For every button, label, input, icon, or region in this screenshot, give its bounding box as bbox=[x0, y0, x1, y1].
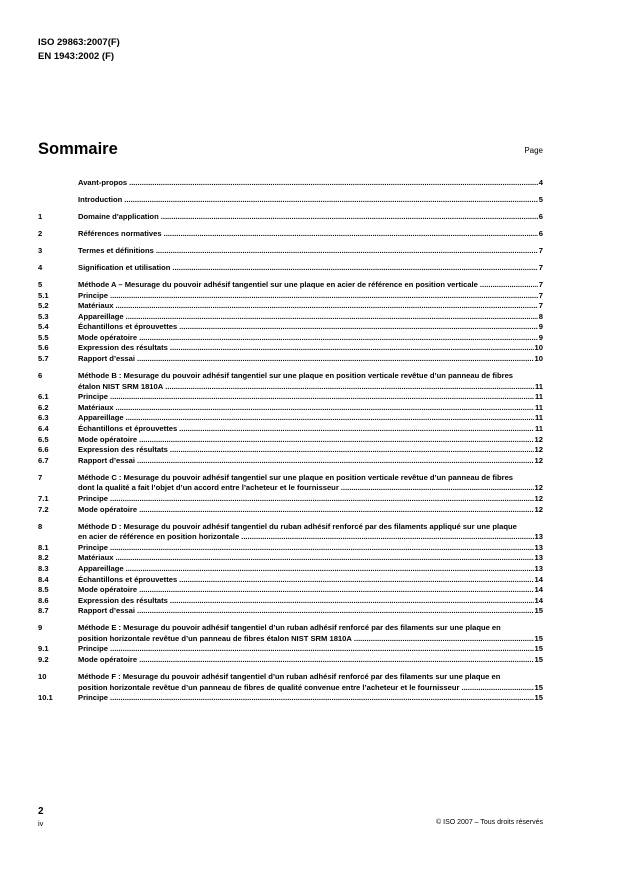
entry-body bbox=[78, 606, 543, 617]
toc-entry[interactable] bbox=[38, 322, 543, 333]
section-number: 8.7 bbox=[38, 606, 49, 616]
section-title[interactable]: Matériaux ..... bbox=[78, 301, 113, 310]
page-ref: 12 bbox=[534, 504, 543, 514]
toc-entry[interactable] bbox=[38, 371, 543, 392]
page-ref: 12 bbox=[534, 493, 543, 503]
copyright-notice: © ISO 2007 – Tous droits réservés bbox=[436, 819, 543, 826]
page-ref: 13 bbox=[534, 553, 543, 563]
page-ref: 10 bbox=[534, 343, 543, 353]
page-title: Sommaire bbox=[38, 140, 118, 158]
toc-entry[interactable] bbox=[38, 229, 543, 240]
section-number: 6.5 bbox=[38, 434, 49, 444]
page-ref: 12 bbox=[534, 483, 543, 493]
section-title[interactable]: Mode opératoire ..... bbox=[78, 505, 137, 514]
section-title[interactable]: Méthode E : Mesurage du pouvoir adhésif tangentiel d’un ruban adhésif renforcé par des filaments sur une plaque en position horizontale revêtue d’un panneau de fibres étalon NIST SRM 1810A ..... bbox=[78, 623, 501, 643]
page-ref: 15 bbox=[534, 682, 543, 692]
section-title[interactable]: Appareillage ..... bbox=[78, 312, 124, 321]
section-title[interactable]: Avant-propos ..... bbox=[78, 178, 127, 187]
section-title[interactable]: Appareillage ..... bbox=[78, 564, 124, 573]
entry-body bbox=[78, 445, 543, 456]
section-number: 5.3 bbox=[38, 311, 49, 321]
page-ref: 13 bbox=[534, 542, 543, 552]
entry-body bbox=[78, 505, 543, 516]
section-number: 1 bbox=[38, 211, 43, 221]
section-title[interactable]: Signification et utilisation ..... bbox=[78, 263, 170, 272]
entry-body bbox=[78, 354, 543, 365]
section-number: 8.2 bbox=[38, 553, 49, 563]
section-title[interactable]: Expression des résultats ..... bbox=[78, 445, 168, 454]
toc-entry[interactable] bbox=[38, 392, 543, 403]
section-number: 4 bbox=[38, 262, 43, 272]
page-column-label: Page bbox=[524, 146, 543, 155]
toc-group bbox=[38, 178, 543, 189]
roman-page-number: iv bbox=[38, 819, 44, 828]
section-title[interactable]: Mode opératoire ..... bbox=[78, 655, 137, 664]
toc-entry[interactable] bbox=[38, 494, 543, 505]
toc-entry[interactable] bbox=[38, 312, 543, 323]
section-title[interactable]: Mode opératoire ..... bbox=[78, 333, 137, 342]
entry-body bbox=[78, 644, 543, 655]
entry-body bbox=[78, 301, 543, 312]
page-number: 2 bbox=[38, 806, 44, 817]
section-number: 5.5 bbox=[38, 332, 49, 342]
table-of-contents bbox=[38, 178, 543, 704]
toc-entry[interactable] bbox=[38, 623, 543, 644]
section-number bbox=[38, 195, 78, 206]
section-title[interactable]: Principe ..... bbox=[78, 693, 108, 702]
entry-body bbox=[78, 585, 543, 596]
section-number: 6.7 bbox=[38, 455, 49, 465]
toc-entry[interactable] bbox=[38, 263, 543, 274]
section-title[interactable]: Méthode D : Mesurage du pouvoir adhésif tangentiel du ruban adhésif renforcé par des filaments appliqué sur une plaque en acier de référence en position horizontale ..... bbox=[78, 522, 517, 542]
page-ref: 7 bbox=[538, 245, 543, 255]
section-number: 6.2 bbox=[38, 402, 49, 412]
section-number: 7 bbox=[38, 472, 43, 482]
page-ref: 13 bbox=[534, 563, 543, 573]
toc-entry[interactable] bbox=[38, 543, 543, 554]
toc-entry[interactable] bbox=[38, 672, 543, 693]
toc-entry[interactable] bbox=[38, 178, 543, 189]
entry-body bbox=[78, 312, 543, 323]
section-title[interactable]: Mode opératoire ..... bbox=[78, 435, 137, 444]
toc-group bbox=[38, 672, 543, 704]
page-ref: 7 bbox=[538, 262, 543, 272]
page-ref: 4 bbox=[538, 178, 543, 187]
section-number: 8.4 bbox=[38, 574, 49, 584]
section-title[interactable]: Méthode C : Mesurage du pouvoir adhésif tangentiel sur une plaque en position verticale revêtue d’un panneau de fibres dont la qualité a fait l’objet d’un accord entre l’acheteur et le fournisseur ..... bbox=[78, 473, 513, 493]
toc-entry[interactable] bbox=[38, 212, 543, 223]
section-title[interactable]: Méthode A – Mesurage du pouvoir adhésif tangentiel sur une plaque en acier de référence en position verticale ..... bbox=[78, 280, 478, 289]
page-ref: 11 bbox=[534, 413, 543, 423]
entry-body bbox=[78, 322, 543, 333]
section-title[interactable]: Principe ..... bbox=[78, 543, 108, 552]
entry-body bbox=[78, 435, 543, 446]
page-ref: 5 bbox=[538, 194, 543, 204]
toc-group bbox=[38, 280, 543, 365]
toc-entry[interactable] bbox=[38, 301, 543, 312]
section-title[interactable]: Matériaux ..... bbox=[78, 403, 113, 412]
toc-entry[interactable] bbox=[38, 596, 543, 607]
toc-entry[interactable] bbox=[38, 505, 543, 516]
toc-entry[interactable] bbox=[38, 291, 543, 302]
toc-group bbox=[38, 229, 543, 240]
entry-body bbox=[78, 246, 543, 257]
toc-entry[interactable] bbox=[38, 333, 543, 344]
toc-entry[interactable] bbox=[38, 246, 543, 257]
page-ref: 6 bbox=[538, 211, 543, 221]
entry-body bbox=[78, 456, 543, 467]
section-title[interactable]: Appareillage ..... bbox=[78, 413, 124, 422]
section-number: 3 bbox=[38, 245, 43, 255]
section-title[interactable]: Principe ..... bbox=[78, 494, 108, 503]
page-ref: 12 bbox=[534, 455, 543, 465]
entry-body bbox=[78, 655, 543, 666]
section-number: 7.2 bbox=[38, 504, 49, 514]
toc-entry[interactable] bbox=[38, 575, 543, 586]
section-number: 8.3 bbox=[38, 563, 49, 573]
toc-entry[interactable] bbox=[38, 655, 543, 666]
toc-group bbox=[38, 246, 543, 257]
section-title[interactable]: Principe ..... bbox=[78, 644, 108, 653]
section-number: 5.4 bbox=[38, 322, 49, 332]
entry-body bbox=[78, 553, 543, 564]
toc-group bbox=[38, 263, 543, 274]
page-ref: 14 bbox=[534, 595, 543, 605]
section-number: 5.6 bbox=[38, 343, 49, 353]
section-title[interactable]: Rapport d’essai ..... bbox=[78, 354, 135, 363]
page-ref: 15 bbox=[534, 655, 543, 665]
section-title[interactable]: Mode opératoire ..... bbox=[78, 585, 137, 594]
toc-entry[interactable] bbox=[38, 445, 543, 456]
section-title[interactable]: Références normatives ..... bbox=[78, 229, 162, 238]
toc-entry[interactable] bbox=[38, 644, 543, 655]
entry-body bbox=[78, 333, 543, 344]
section-title[interactable]: Expression des résultats ..... bbox=[78, 343, 168, 352]
toc-entry[interactable] bbox=[38, 424, 543, 435]
page-ref: 11 bbox=[534, 402, 543, 412]
toc-entry[interactable] bbox=[38, 354, 543, 365]
section-number: 10.1 bbox=[38, 693, 53, 703]
page-ref: 7 bbox=[538, 279, 543, 289]
toc-group bbox=[38, 371, 543, 466]
standard-id-iso: ISO 29863:2007(F) bbox=[38, 37, 120, 48]
entry-body bbox=[78, 178, 543, 189]
section-number: 5.1 bbox=[38, 290, 49, 300]
page-ref: 15 bbox=[534, 633, 543, 643]
entry-body bbox=[78, 543, 543, 554]
section-number: 6.1 bbox=[38, 392, 49, 402]
section-title[interactable]: Introduction ..... bbox=[78, 195, 122, 204]
section-number: 10 bbox=[38, 672, 47, 682]
page-ref: 11 bbox=[534, 424, 543, 434]
entry-body bbox=[78, 403, 543, 414]
entry-body bbox=[78, 672, 543, 693]
entry-body bbox=[78, 280, 543, 291]
section-title[interactable]: Termes et définitions ..... bbox=[78, 246, 154, 255]
toc-group bbox=[38, 522, 543, 617]
standard-id-en: EN 1943:2002 (F) bbox=[38, 51, 115, 62]
page-ref: 13 bbox=[534, 532, 543, 542]
entry-body bbox=[78, 494, 543, 505]
toc-entry[interactable] bbox=[38, 585, 543, 596]
section-title[interactable]: Matériaux ..... bbox=[78, 553, 113, 562]
entry-body bbox=[78, 424, 543, 435]
page-ref: 10 bbox=[534, 354, 543, 364]
entry-body bbox=[78, 564, 543, 575]
toc-entry[interactable] bbox=[38, 456, 543, 467]
entry-body bbox=[78, 473, 543, 494]
section-number: 8.6 bbox=[38, 595, 49, 605]
section-number: 9.2 bbox=[38, 655, 49, 665]
toc-group bbox=[38, 195, 543, 206]
toc-entry[interactable] bbox=[38, 553, 543, 564]
section-title[interactable]: Rapport d’essai ..... bbox=[78, 606, 135, 615]
section-title[interactable]: Échantillons et éprouvettes ..... bbox=[78, 424, 177, 433]
section-title[interactable]: Domaine d'application ..... bbox=[78, 212, 159, 221]
section-number: 5 bbox=[38, 279, 43, 289]
toc-group bbox=[38, 473, 543, 515]
section-number: 7.1 bbox=[38, 493, 49, 503]
section-title[interactable]: Méthode F : Mesurage du pouvoir adhésif tangentiel d’un ruban adhésif renforcé par des filaments sur une plaque en position horizontale revêtue d’un panneau de fibres de qualité convenue entre l’acheteur et le fournisseur ..... bbox=[78, 672, 500, 692]
section-title[interactable]: Principe ..... bbox=[78, 291, 108, 300]
section-title[interactable]: Méthode B : Mesurage du pouvoir adhésif tangentiel sur une plaque en position verticale revêtue d’un panneau de fibres étalon NIST SRM 1810A ..... bbox=[78, 371, 513, 391]
page-ref: 9 bbox=[538, 332, 543, 342]
entry-body bbox=[78, 575, 543, 586]
section-number: 6.3 bbox=[38, 413, 49, 423]
section-title[interactable]: Échantillons et éprouvettes ..... bbox=[78, 322, 177, 331]
section-number: 5.2 bbox=[38, 301, 49, 311]
section-title[interactable]: Rapport d’essai ..... bbox=[78, 456, 135, 465]
page-ref: 9 bbox=[538, 322, 543, 332]
page-ref: 12 bbox=[534, 434, 543, 444]
page-ref: 7 bbox=[538, 301, 543, 311]
page-ref: 15 bbox=[534, 606, 543, 616]
section-number: 6 bbox=[38, 371, 43, 381]
section-number: 8 bbox=[38, 521, 43, 531]
toc-entry[interactable] bbox=[38, 403, 543, 414]
page-ref: 14 bbox=[534, 585, 543, 595]
toc-entry[interactable] bbox=[38, 435, 543, 446]
entry-body bbox=[78, 229, 543, 240]
section-title[interactable]: Expression des résultats ..... bbox=[78, 596, 168, 605]
section-number bbox=[38, 178, 78, 189]
section-number: 8.5 bbox=[38, 585, 49, 595]
toc-group bbox=[38, 623, 543, 665]
entry-body bbox=[78, 693, 543, 704]
toc-entry[interactable] bbox=[38, 280, 543, 291]
entry-body bbox=[78, 343, 543, 354]
entry-body bbox=[78, 291, 543, 302]
page-ref: 11 bbox=[534, 392, 543, 402]
entry-body bbox=[78, 212, 543, 223]
toc-entry[interactable] bbox=[38, 473, 543, 494]
toc-entry[interactable] bbox=[38, 343, 543, 354]
section-title[interactable]: Principe ..... bbox=[78, 392, 108, 401]
toc-entry[interactable] bbox=[38, 564, 543, 575]
page-ref: 6 bbox=[538, 228, 543, 238]
section-title[interactable]: Échantillons et éprouvettes ..... bbox=[78, 575, 177, 584]
toc-entry[interactable] bbox=[38, 522, 543, 543]
entry-body bbox=[78, 392, 543, 403]
page-ref: 15 bbox=[534, 644, 543, 654]
page-ref: 7 bbox=[538, 290, 543, 300]
toc-entry[interactable] bbox=[38, 606, 543, 617]
entry-body bbox=[78, 522, 543, 543]
toc-entry[interactable] bbox=[38, 413, 543, 424]
entry-body bbox=[78, 623, 543, 644]
section-number: 2 bbox=[38, 228, 43, 238]
entry-body bbox=[78, 596, 543, 607]
page-ref: 12 bbox=[534, 445, 543, 455]
section-number: 6.6 bbox=[38, 445, 49, 455]
page-ref: 15 bbox=[534, 693, 543, 703]
toc-group bbox=[38, 212, 543, 223]
section-number: 6.4 bbox=[38, 424, 49, 434]
entry-body bbox=[78, 195, 543, 206]
section-number: 9.1 bbox=[38, 644, 49, 654]
entry-body bbox=[78, 263, 543, 274]
page-ref: 11 bbox=[534, 381, 543, 391]
document-header bbox=[38, 36, 120, 64]
entry-body bbox=[78, 413, 543, 424]
toc-entry[interactable] bbox=[38, 195, 543, 206]
page-ref: 8 bbox=[538, 311, 543, 321]
section-number: 9 bbox=[38, 623, 43, 633]
section-number: 5.7 bbox=[38, 354, 49, 364]
toc-entry[interactable] bbox=[38, 693, 543, 704]
section-number: 8.1 bbox=[38, 542, 49, 552]
page-ref: 14 bbox=[534, 574, 543, 584]
entry-body bbox=[78, 371, 543, 392]
